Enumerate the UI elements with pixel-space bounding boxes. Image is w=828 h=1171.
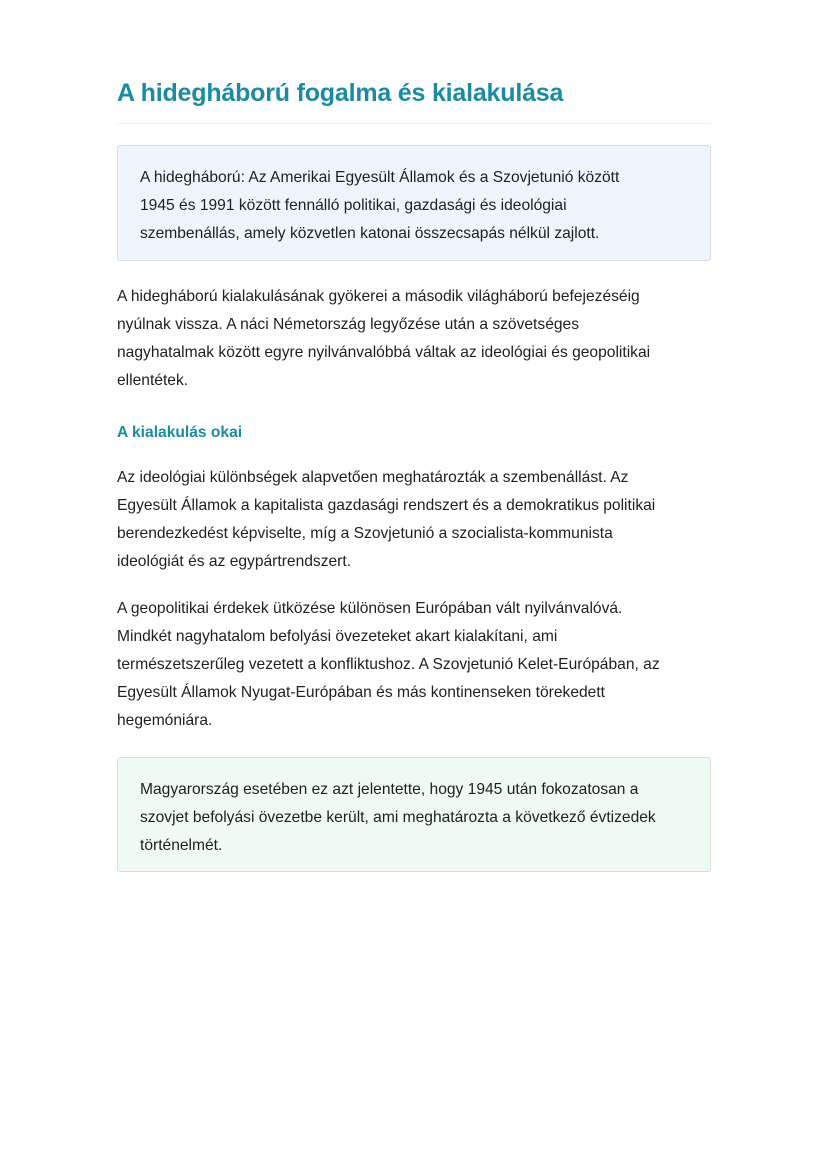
definition-box bbox=[117, 145, 711, 261]
definition-line: 1945 és 1991 között fennálló politikai, gazdasági és ideológiai bbox=[140, 197, 567, 214]
paragraph-line: Az ideológiai különbségek alapvetően meghatározták a szembenállást. Az bbox=[117, 469, 629, 486]
ideology-paragraph bbox=[117, 464, 711, 576]
paragraph-line: Egyesült Államok a kapitalista gazdasági rendszert és a demokratikus politikai bbox=[117, 497, 656, 514]
intro-paragraph bbox=[117, 283, 711, 395]
definition-line: A hidegháború: Az Amerikai Egyesült Államok és a Szovjetunió között bbox=[140, 169, 620, 186]
section-heading: A kialakulás okai bbox=[117, 424, 243, 441]
paragraph-line: nyúlnak vissza. A náci Németország legyőzése után a szövetséges bbox=[117, 316, 580, 333]
hungary-note-box bbox=[117, 757, 711, 872]
paragraph-line: ellentétek. bbox=[117, 372, 189, 389]
paragraph-line: hegemóniára. bbox=[117, 712, 213, 729]
note-line: Magyarország esetében ez azt jelentette, hogy 1945 után fokozatosan a bbox=[140, 781, 639, 798]
note-line: történelmét. bbox=[140, 837, 223, 854]
paragraph-line: berendezkedést képviselte, míg a Szovjetunió a szocialista-kommunista bbox=[117, 525, 613, 542]
note-line: szovjet befolyási övezetbe került, ami meghatározta a következő évtizedek bbox=[140, 809, 656, 826]
paragraph-line: Mindkét nagyhatalom befolyási övezeteket akart kialakítani, ami bbox=[117, 628, 558, 645]
paragraph-line: A hidegháború kialakulásának gyökerei a második világháború befejezéséig bbox=[117, 288, 640, 305]
definition-line: szembenállás, amely közvetlen katonai összecsapás nélkül zajlott. bbox=[140, 225, 600, 242]
page-title: A hidegháború fogalma és kialakulása bbox=[117, 79, 564, 107]
paragraph-line: nagyhatalmak között egyre nyilvánvalóbbá váltak az ideológiai és geopolitikai bbox=[117, 344, 651, 361]
paragraph-line: természetszerűleg vezetett a konfliktushoz. A Szovjetunió Kelet-Európában, az bbox=[117, 656, 660, 673]
paragraph-line: A geopolitikai érdekek ütközése különösen Európában vált nyilvánvalóvá. bbox=[117, 600, 623, 617]
geopolitics-paragraph bbox=[117, 595, 711, 735]
paragraph-line: ideológiát és az egypártrendszert. bbox=[117, 553, 352, 570]
paragraph-line: Egyesült Államok Nyugat-Európában és más kontinenseken törekedett bbox=[117, 684, 606, 701]
title-divider bbox=[117, 123, 711, 124]
